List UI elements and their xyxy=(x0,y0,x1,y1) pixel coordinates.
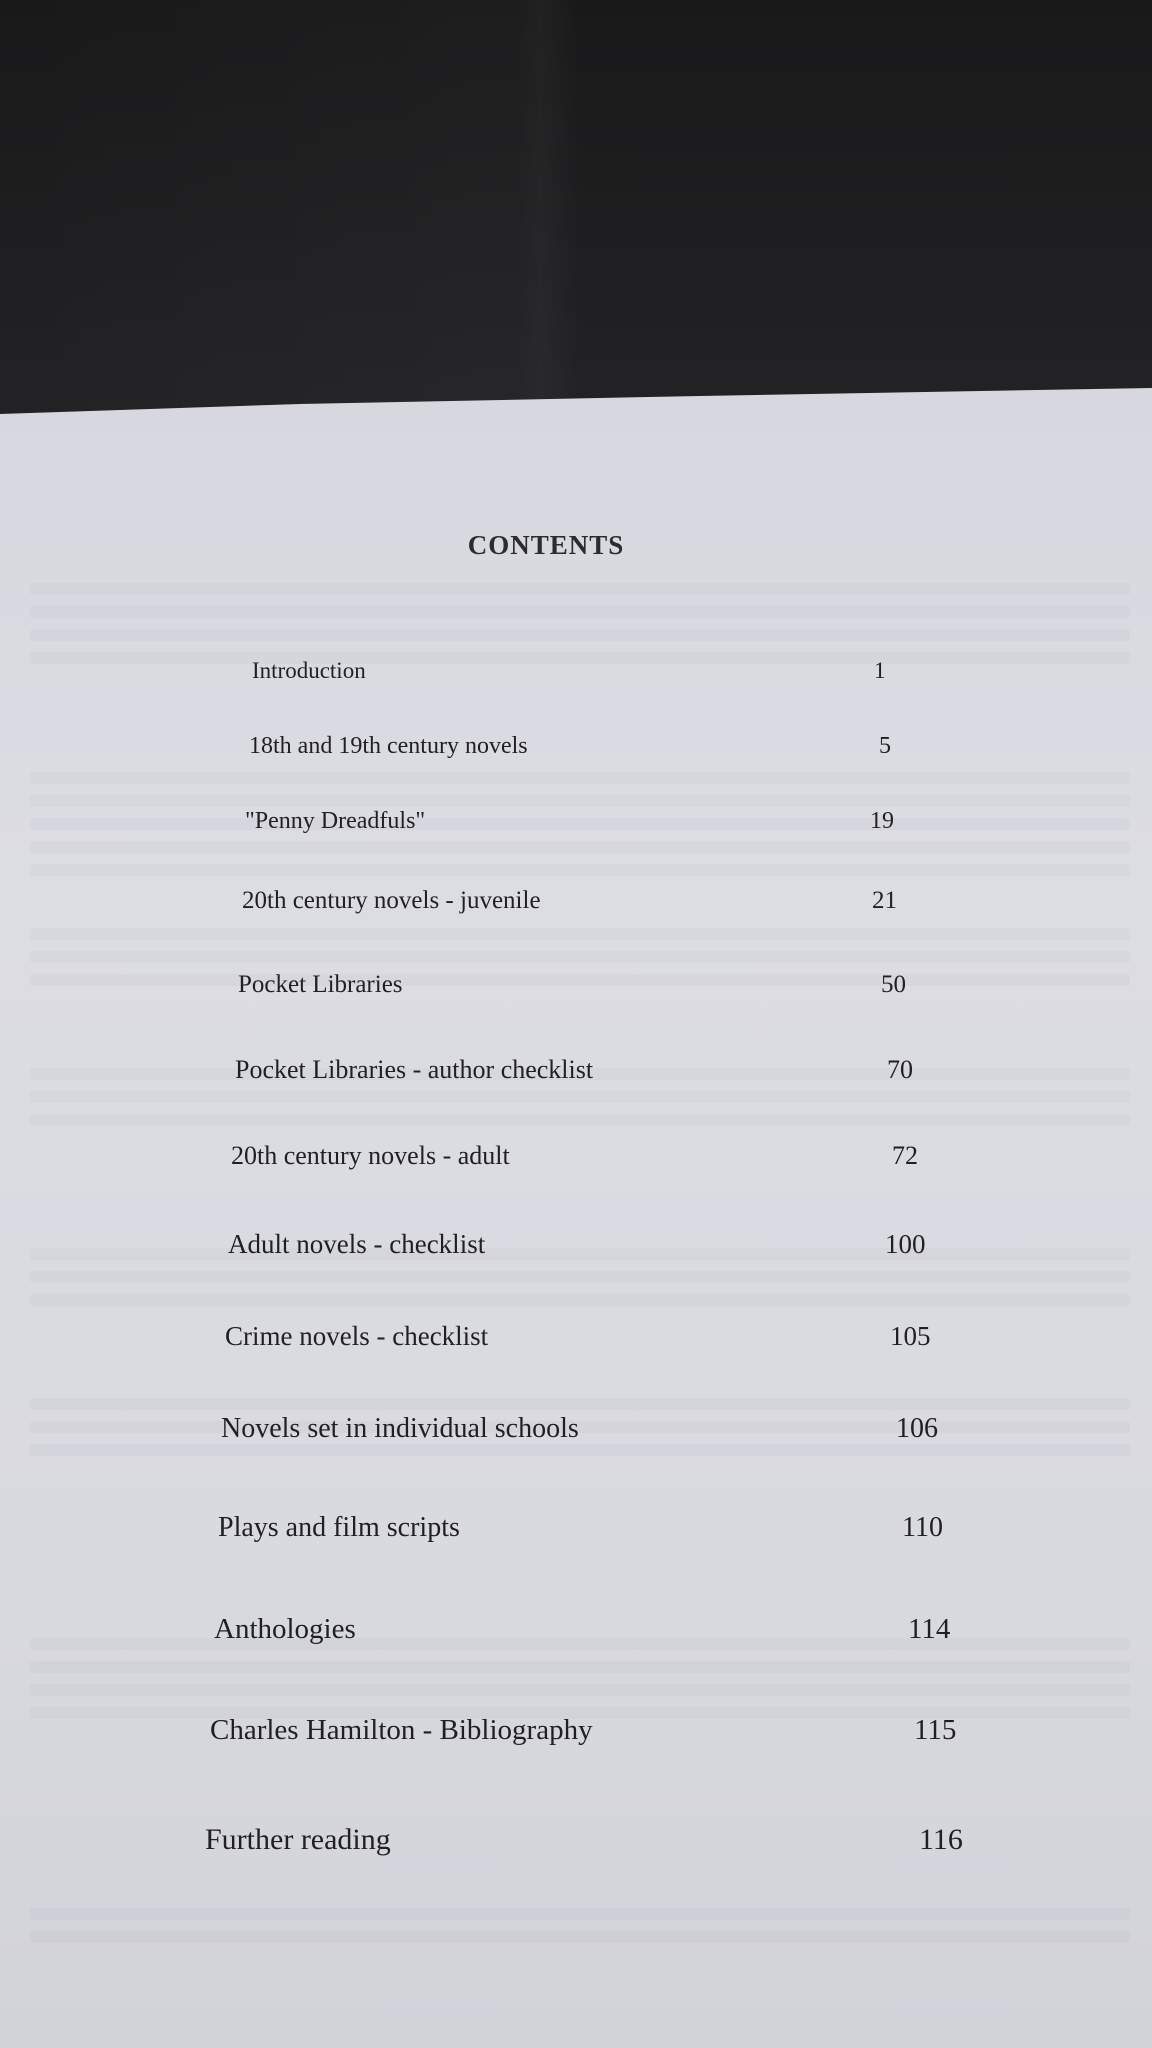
toc-entry-page: 115 xyxy=(914,1714,957,1746)
toc-entry xyxy=(225,1321,945,1355)
toc-entry-page: 70 xyxy=(887,1055,913,1084)
toc-entry-page: 105 xyxy=(890,1321,931,1351)
toc-entry-page: 72 xyxy=(892,1141,918,1170)
toc-entry-title: "Penny Dreadfuls" xyxy=(245,808,426,834)
toc-entry-title: 20th century novels - juvenile xyxy=(242,887,541,914)
toc-entry xyxy=(210,1714,980,1750)
toc-entry-page: 5 xyxy=(879,733,891,759)
show-through-line xyxy=(30,1294,1130,1306)
toc-entry-page: 1 xyxy=(874,658,886,683)
toc-entry xyxy=(245,808,900,839)
book-page xyxy=(0,388,1152,2048)
toc-entry xyxy=(218,1512,963,1547)
toc-entry xyxy=(235,1055,920,1088)
show-through-line xyxy=(30,951,1130,963)
toc-entry-page: 100 xyxy=(885,1229,926,1259)
toc-entry xyxy=(214,1613,969,1649)
show-through-line xyxy=(30,1091,1130,1103)
show-through-line xyxy=(30,629,1130,641)
toc-entry xyxy=(238,971,913,1003)
show-through-line xyxy=(30,1271,1130,1283)
toc-entry-title: Pocket Libraries - author checklist xyxy=(235,1055,594,1084)
toc-entry-title: 20th century novels - adult xyxy=(231,1141,510,1170)
show-through-line xyxy=(30,1114,1130,1126)
toc-entry xyxy=(242,887,907,918)
toc-entry xyxy=(221,1413,956,1448)
show-through-line xyxy=(30,795,1130,807)
toc-entry-page: 50 xyxy=(881,971,906,998)
toc-entry-title: 18th and 19th century novels xyxy=(249,733,528,759)
toc-entry xyxy=(231,1141,931,1174)
show-through-line xyxy=(30,841,1130,853)
show-through-line xyxy=(30,772,1130,784)
toc-entry-title: Plays and film scripts xyxy=(218,1512,460,1543)
toc-entry-title: Novels set in individual schools xyxy=(221,1413,579,1444)
toc-entry-page: 19 xyxy=(870,808,894,834)
contents-heading: CONTENTS xyxy=(467,530,625,560)
toc-entry-title: Crime novels - checklist xyxy=(225,1321,489,1351)
toc-entry-title: Further reading xyxy=(205,1823,391,1856)
show-through-line xyxy=(30,1661,1130,1673)
toc-entry-page: 116 xyxy=(919,1823,963,1856)
show-through-line xyxy=(30,864,1130,876)
show-through-line xyxy=(30,583,1130,595)
show-through-line xyxy=(30,1931,1130,1943)
show-through-line xyxy=(30,1398,1130,1410)
dark-backdrop xyxy=(0,0,1152,430)
show-through-line xyxy=(30,1908,1130,1920)
toc-entry-page: 110 xyxy=(902,1512,943,1543)
show-through-line xyxy=(30,606,1130,618)
toc-entry-title: Introduction xyxy=(252,658,366,683)
show-through-line xyxy=(30,1684,1130,1696)
toc-entry-page: 21 xyxy=(872,887,897,914)
toc-entry-title: Anthologies xyxy=(214,1613,356,1645)
show-through-line xyxy=(30,928,1130,940)
toc-entry xyxy=(252,658,897,688)
toc-entry xyxy=(228,1229,938,1263)
toc-entry-page: 106 xyxy=(896,1413,938,1444)
toc-entry xyxy=(249,733,899,763)
toc-entry-page: 114 xyxy=(908,1613,951,1645)
toc-entry-title: Adult novels - checklist xyxy=(228,1229,486,1259)
toc-entry-title: Pocket Libraries xyxy=(238,971,403,998)
toc-entry-title: Charles Hamilton - Bibliography xyxy=(210,1714,593,1746)
toc-entry xyxy=(205,1823,985,1860)
